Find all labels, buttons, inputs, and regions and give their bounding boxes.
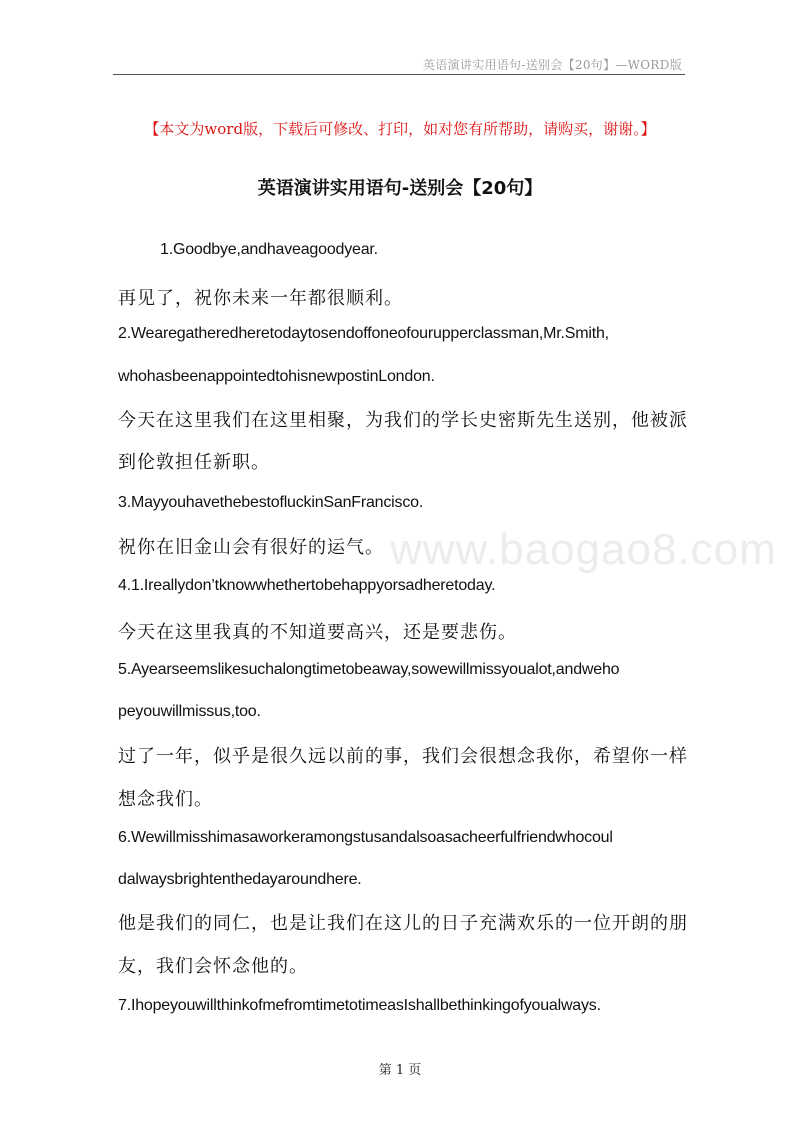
sentence-1-en: 1.Goodbye,andhaveagoodyear. xyxy=(160,241,378,258)
sentence-6-zh-cont: 友，我们会怀念他的。 xyxy=(118,956,308,977)
sentence-4-zh: 今天在这里我真的不知道要高兴，还是要悲伤。 xyxy=(118,622,517,643)
document-title: 英语演讲实用语句-送别会【20句】 xyxy=(257,178,543,199)
sentence-6-zh: 他是我们的同仁，也是让我们在这儿的日子充满欢乐的一位开朗的朋 xyxy=(118,913,688,934)
sentence-6-en: 6.Wewillmisshimasaworkeramongstusandalsoasacheerfulfriendwhocoul xyxy=(118,829,613,846)
running-header: 英语演讲实用语句-送别会【20句】—WORD版 xyxy=(422,58,682,72)
sentence-2-en: 2.Wearegatheredheretodaytosendoffoneofourupperclassman,Mr.Smith, xyxy=(118,325,609,342)
sentence-5-en-cont: peyouwillmissus,too. xyxy=(118,703,261,720)
sentence-2-zh-cont: 到伦敦担任新职。 xyxy=(118,452,270,473)
sentence-2-en-cont: whohasbeenappointedtohisnewpostinLondon. xyxy=(118,368,435,385)
purchase-notice: 【本文为word版，下载后可修改、打印，如对您有所帮助，请购买，谢谢。】 xyxy=(144,120,656,138)
page-number: 第 1 页 xyxy=(378,1063,422,1078)
sentence-5-zh-cont: 想念我们。 xyxy=(118,789,213,810)
sentence-1-zh: 再见了，祝你未来一年都很顺利。 xyxy=(118,288,403,309)
watermark: www.baogao8.com xyxy=(390,525,777,574)
sentence-7-en: 7.IhopeyouwillthinkofmefromtimetotimeasIshallbethinkingofyoualways. xyxy=(118,997,601,1014)
sentence-3-zh: 祝你在旧金山会有很好的运气。 xyxy=(118,537,384,558)
header-divider xyxy=(113,74,685,75)
sentence-4-en: 4.1.Ireallydon’tknowwhethertobehappyorsadheretoday. xyxy=(118,577,496,594)
sentence-5-en: 5.Ayearseemslikesuchalongtimetobeaway,sowewillmissyoualot,andweho xyxy=(118,661,620,678)
sentence-2-zh: 今天在这里我们在这里相聚，为我们的学长史密斯先生送别，他被派 xyxy=(118,410,688,431)
sentence-6-en-cont: dalwaysbrightenthedayaroundhere. xyxy=(118,871,362,888)
sentence-3-en: 3.MayyouhavethebestofluckinSanFrancisco. xyxy=(118,494,424,511)
sentence-5-zh: 过了一年，似乎是很久远以前的事，我们会很想念我你，希望你一样 xyxy=(118,746,688,767)
